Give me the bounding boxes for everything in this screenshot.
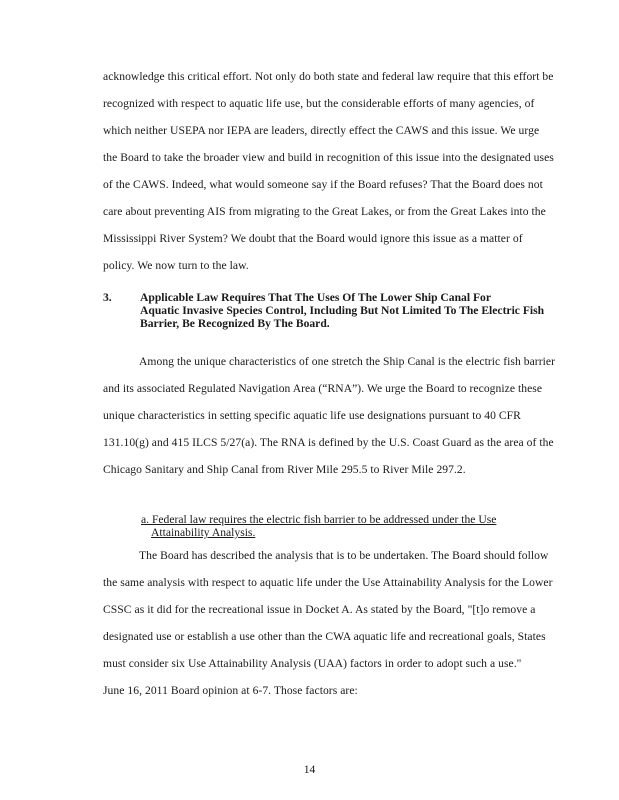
text-line: care about preventing AIS from migrating to the Great Lakes, or from the Great Lakes into the (103, 205, 546, 218)
text-line: unique characteristics in setting specific aquatic life use designations pursuant to 40 CFR (103, 409, 521, 422)
text-line: CSSC as it did for the recreational issue in Docket A. As stated by the Board, "[t]o remove a (103, 603, 536, 616)
text-line: must consider six Use Attainability Analysis (UAA) factors in order to adopt such a use." (103, 657, 522, 670)
text-line: acknowledge this critical effort. Not only do both state and federal law require that this effort be (103, 70, 554, 83)
page-number: 14 (303, 763, 316, 776)
subsection-title-line: a. Federal law requires the electric fish barrier to be addressed under the Use (141, 513, 497, 526)
section-number: 3. (103, 291, 112, 304)
text-line: Mississippi River System? We doubt that the Board would ignore this issue as a matter of (103, 232, 523, 245)
section-title-line: Barrier, Be Recognized By The Board. (140, 317, 330, 330)
text-line: which neither USEPA nor IEPA are leaders, directly effect the CAWS and this issue. We urge (103, 124, 540, 137)
section-title-line: Applicable Law Requires That The Uses Of The Lower Ship Canal For (140, 291, 491, 304)
text-line: policy. We now turn to the law. (103, 259, 249, 272)
text-line: 131.10(g) and 415 ILCS 5/27(a). The RNA is defined by the U.S. Coast Guard as the area of the (103, 436, 554, 449)
text-line: and its associated Regulated Navigation Area (“RNA”). We urge the Board to recognize these (103, 382, 543, 395)
subsection-title-line: Attainability Analysis. (151, 526, 256, 539)
text-line: the same analysis with respect to aquatic life under the Use Attainability Analysis for the Lower (103, 576, 553, 589)
text-line: The Board has described the analysis that is to be undertaken. The Board should follow (139, 549, 549, 562)
text-line: of the CAWS. Indeed, what would someone say if the Board refuses? That the Board does not (103, 178, 543, 191)
text-line: the Board to take the broader view and build in recognition of this issue into the designated uses (103, 151, 554, 164)
text-line: Among the unique characteristics of one stretch the Ship Canal is the electric fish barrier (139, 355, 555, 368)
subsection-heading (141, 513, 496, 539)
text-line: Chicago Sanitary and Ship Canal from River Mile 295.5 to River Mile 297.2. (103, 463, 466, 476)
text-line: June 16, 2011 Board opinion at 6-7. Those factors are: (103, 684, 358, 697)
section-title-line: Aquatic Invasive Species Control, Including But Not Limited To The Electric Fish (140, 304, 545, 317)
text-line: designated use or establish a use other than the CWA aquatic life and recreational goals, States (103, 630, 546, 643)
text-line: recognized with respect to aquatic life use, but the considerable efforts of many agencies, of (103, 97, 535, 110)
